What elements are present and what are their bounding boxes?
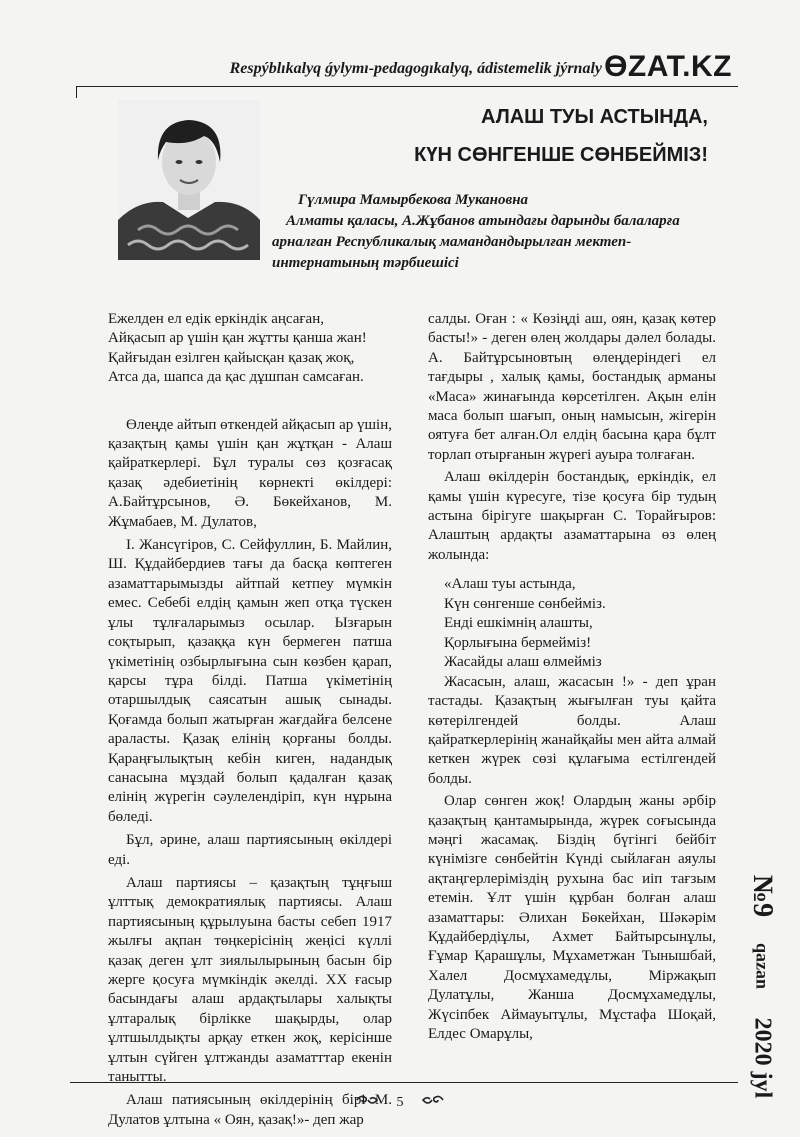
article-title-line-2: КҮН СӨНГЕНШЕ СӨНБЕЙМІЗ!: [414, 144, 708, 166]
header-corner-divider: [76, 86, 77, 98]
footer-divider: [70, 1082, 738, 1083]
issue-year: [738, 1017, 786, 1099]
poem-line: «Алаш туы астында,: [444, 576, 576, 593]
left-column: [108, 310, 392, 1134]
author-block: [272, 190, 742, 274]
author-photo: [118, 100, 260, 260]
poem-line: Енді ешкімнің алашты,: [444, 615, 593, 632]
author-affiliation-line-1: Алматы қаласы, А.Жұбанов атындағы дарынды балаларға: [286, 213, 680, 229]
article-title-line-1: АЛАШ ТУЫ АСТЫНДА,: [481, 106, 708, 128]
issue-number: [738, 876, 786, 916]
quoted-poem: [444, 575, 716, 673]
issue-year-text: 2020 jyl: [749, 1017, 776, 1099]
poem-line: Жасайды алаш өлмейміз: [444, 654, 602, 671]
body-paragraph: Жасасын, алаш, жасасын !» - деп ұран тастады. Қазақтың жығылған туы қайта көтерілгендей болды. Алаш қайраткерлерінің жанайқайы мен айта алмай кеткен жүрек сөзі құлағыма естілгендей болды.: [428, 673, 716, 787]
body-paragraph: Алаш өкілдерін бостандық, еркіндік, ел қамы үшін күресуге, тізе қосуға бір тудың астына бірігуге шақырған С. Торайғыров: Алаштың ардақты азаматтарына өз өлең жолында:: [428, 469, 716, 563]
ornament-left-icon: [355, 1093, 379, 1112]
poem-line: Ежелден ел едік еркіндік аңсаған,: [108, 311, 324, 327]
body-paragraph: Бұл, әрине, алаш партиясының өкілдері еді.: [108, 832, 392, 868]
poem-line: Қорлығына бермейміз!: [444, 634, 592, 651]
page-header: [0, 0, 800, 88]
author-affiliation-line-2: арналған Республикалық мамандандырылған мектеп-: [272, 234, 632, 250]
site-logo: ӨZAT.KZ: [604, 50, 732, 83]
issue-month: [738, 942, 786, 990]
body-paragraph: Олар сөнген жоқ! Олардың жаны әрбір қазақтың қантамырында, жүрек соғысында мәңгі жасамақ. Біздің бүгінгі бейбіт күнімізге сөнбейтін Күнді сыйлаған аяулы ақтаңгерлерімiздің рухына бас иіп тағзым етемін. Ұлт үшін құрбан болған алаш азаматтары: Әлихан Бөкейхан, Шәкәрім Құдайбердіұлы, Ахмет Байтырсынұлы, Ғұмар Қарашұлы, Мұхаметжан Тынышбай, Халел Досмұхамедұлы, Міржақып Дулатұлы, Жанша Досмұхамедұлы, Жүсіпбек Аймауытұлы, Мұстафа Шоқай, Елдес Омарұлы,: [428, 793, 716, 1043]
page-number: 5: [396, 1094, 404, 1110]
author-affiliation-line-3: интернатының тәрбиешісі: [272, 255, 459, 271]
page-footer: [0, 1093, 800, 1112]
author-portrait-icon: [118, 100, 260, 260]
body-paragraph: салды. Оған : « Көзіңді аш, оян, қазақ көтер басты!» - деген өлең жолдары дәлел болады. А. Байтұрсыновтың өлеңдеріндегі ел тағдыры , халық қамы, бостандық арманы «Маса» жинағында көрсетілген. Ақын елін маса болып шағып, оның намысын, жігерін оятуға бет алған.Ол елдің басына қара бұлт торлап отырғанын жүрегі ауыра толғаған.: [428, 311, 716, 463]
poem-line: Қайғыдан езілген қайысқан қазақ жоқ,: [108, 349, 355, 366]
issue-number-text: №9: [747, 874, 778, 918]
poem-line: Айқасып ар үшін қан жұтты қанша жан!: [108, 330, 367, 347]
poem-line: Атса да, шапса да қас дұшпан самсаған.: [108, 369, 364, 386]
journal-title: Respýblıkalyq ǵylymı-pedagogıkalyq, ádistemelik jýrnaly: [229, 60, 602, 77]
author-name: Гүлмира Мамырбекова Мукановна: [298, 192, 529, 208]
body-paragraph: І. Жансүгіров, С. Сейфуллин, Б. Майлин, Ш. Құдайбердиев тағы да басқа көптеген азаматтарымызды айтпай кетпеу мүмкін емес. Себебі елдің қамын жеп отқа түскен ұлы тұлғаларымыз осылар. Ызғарын соқтырып, қазаққа күн бермеген патша үкіметінің озбырлығына сын көзбен қарап, қарсы тұра білді. Патша үкіметінің отаршылдық саясатын ашық сынады. Қоғамда болып жатырған жағдайға белсене араласты. Қазақ елінің қорғаны болды. Қараңғылықтың кебін киген, надандық санасына мұздай болып қадалған қазақ елінің жүрегін сәулелендіріп, күн нұрына бөледі.: [108, 537, 392, 825]
opening-poem: [108, 310, 392, 388]
issue-month-text: qazan: [752, 942, 773, 990]
poem-line: Күн сөнгенше сөнбейміз.: [444, 595, 606, 612]
ornament-right-icon: [421, 1093, 445, 1112]
body-paragraph: Алаш партиясы – қазақтың тұңғыш ұлттық демократиялық партиясы. Алаш партиясының құрылуына басты себеп 1917 жылғы ақпан төңкерісінің жеңісі күллі қазақ деген ұлт зиялылырының басын бір жерге қосуға мүмкіндік әкелді. ХХ ғасыр басындағы алаш ардақтылары халықты ұлтаралық бірлікке шақырды, олар ұлтшылдықты арқау еткен жоқ, керісінше ұлтын сүйген ұлтжанды азаматттар екенін танытты.: [108, 874, 392, 1086]
right-column: [428, 310, 716, 1048]
header-divider: [76, 86, 738, 87]
article-title: [278, 98, 708, 174]
body-paragraph: Өлеңде айтып өткендей айқасып ар үшін, қазақтың қамы үшін қан жұтқан - Алаш қайраткерлері. Бұл туралы сөз қозғасақ қазақ әдебиетінің көрнекті өкілдері: А.Байтұрсынов, Ә. Бөкейханов, М. Жұмабаев, М. Дулатов,: [108, 416, 392, 530]
body-paragraph: Алаш патиясының өкілдерінің бірі М. Дулатов ұлтына « Оян, қазақ!»- деп жар: [108, 1092, 392, 1128]
